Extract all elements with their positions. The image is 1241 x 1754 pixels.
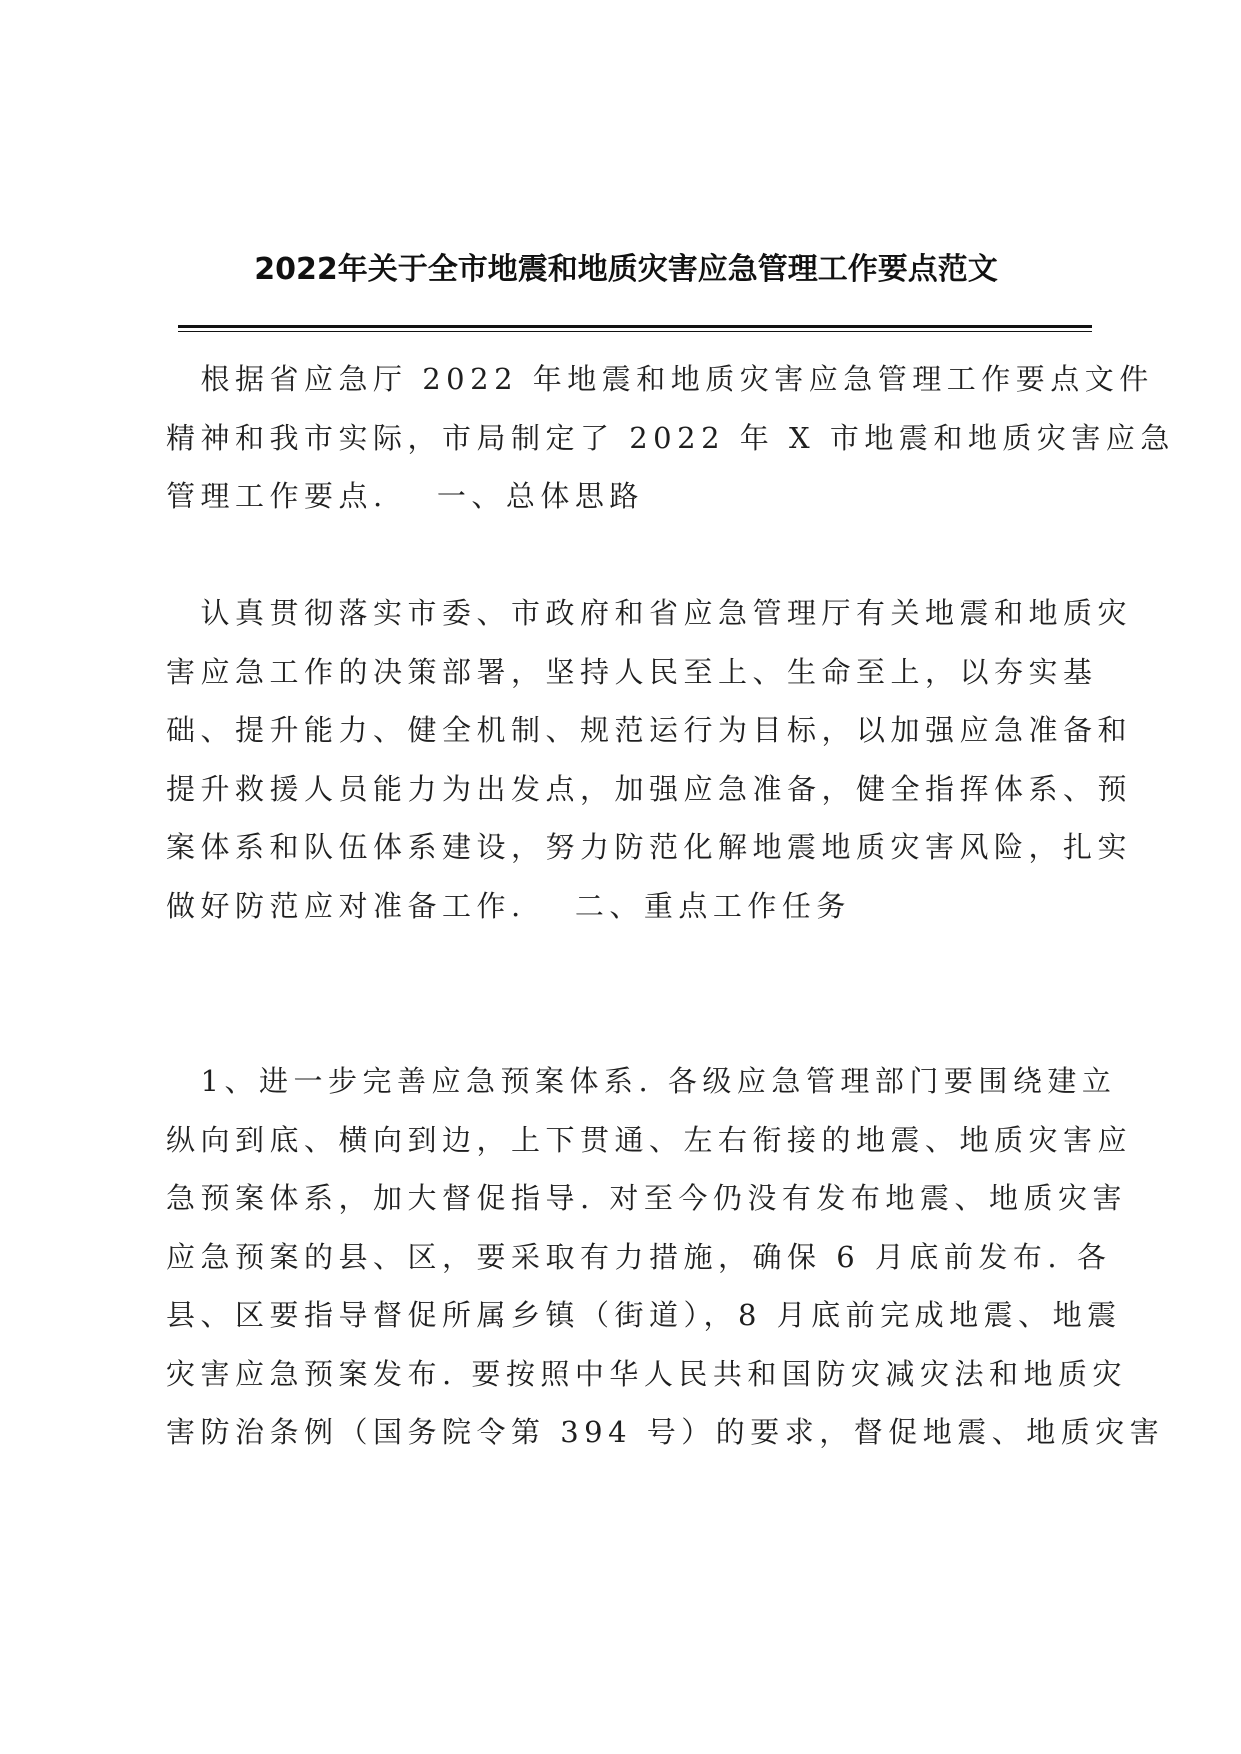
paragraph-line: 认真贯彻落实市委、市政府和省应急管理厅有关地震和地质灾 xyxy=(166,596,1133,630)
paragraph-3 xyxy=(166,1052,1165,1462)
paragraph-line: 精神和我市实际，市局制定了 2022 年 X 市地震和地质灾害应急 xyxy=(166,420,1175,455)
paragraph-line: 应急预案的县、区，要采取有力措施，确保 6 月底前发布. 各 xyxy=(166,1239,1112,1274)
title-divider-thin xyxy=(178,331,1092,332)
paragraph-2 xyxy=(166,584,1133,935)
title-divider-thick xyxy=(178,325,1092,328)
paragraph-1 xyxy=(166,350,1175,526)
paragraph-line: 害防治条例（国务院令第 394 号）的要求，督促地震、地质灾害 xyxy=(166,1415,1165,1449)
paragraph-line: 提升救援人员能力为出发点，加强应急准备，健全指挥体系、预 xyxy=(166,771,1133,806)
document-title: 2022年关于全市地震和地质灾害应急管理工作要点范文 xyxy=(254,252,998,287)
paragraph-line: 纵向到底、横向到边，上下贯通、左右衔接的地震、地质灾害应 xyxy=(166,1122,1133,1157)
paragraph-line: 1、进一步完善应急预案体系. 各级应急管理部门要围绕建立 xyxy=(166,1064,1117,1098)
paragraph-line: 县、区要指导督促所属乡镇（街道），8 月底前完成地震、地震 xyxy=(166,1298,1122,1332)
paragraph-line: 管理工作要点. 一、总体思路 xyxy=(166,479,644,513)
paragraph-line: 案体系和队伍体系建设，努力防范化解地震地质灾害风险，扎实 xyxy=(166,830,1133,864)
paragraph-line: 做好防范应对准备工作. 二、重点工作任务 xyxy=(166,888,851,923)
paragraph-line: 根据省应急厅 2022 年地震和地质灾害应急管理工作要点文件 xyxy=(166,362,1154,396)
paragraph-line: 害应急工作的决策部署，坚持人民至上、生命至上，以夯实基 xyxy=(166,654,1098,689)
paragraph-line: 础、提升能力、健全机制、规范运行为目标，以加强应急准备和 xyxy=(166,713,1133,747)
paragraph-line: 灾害应急预案发布. 要按照中华人民共和国防灾减灾法和地质灾 xyxy=(166,1356,1127,1391)
paragraph-line: 急预案体系，加大督促指导. 对至今仍没有发布地震、地质灾害 xyxy=(166,1181,1127,1215)
